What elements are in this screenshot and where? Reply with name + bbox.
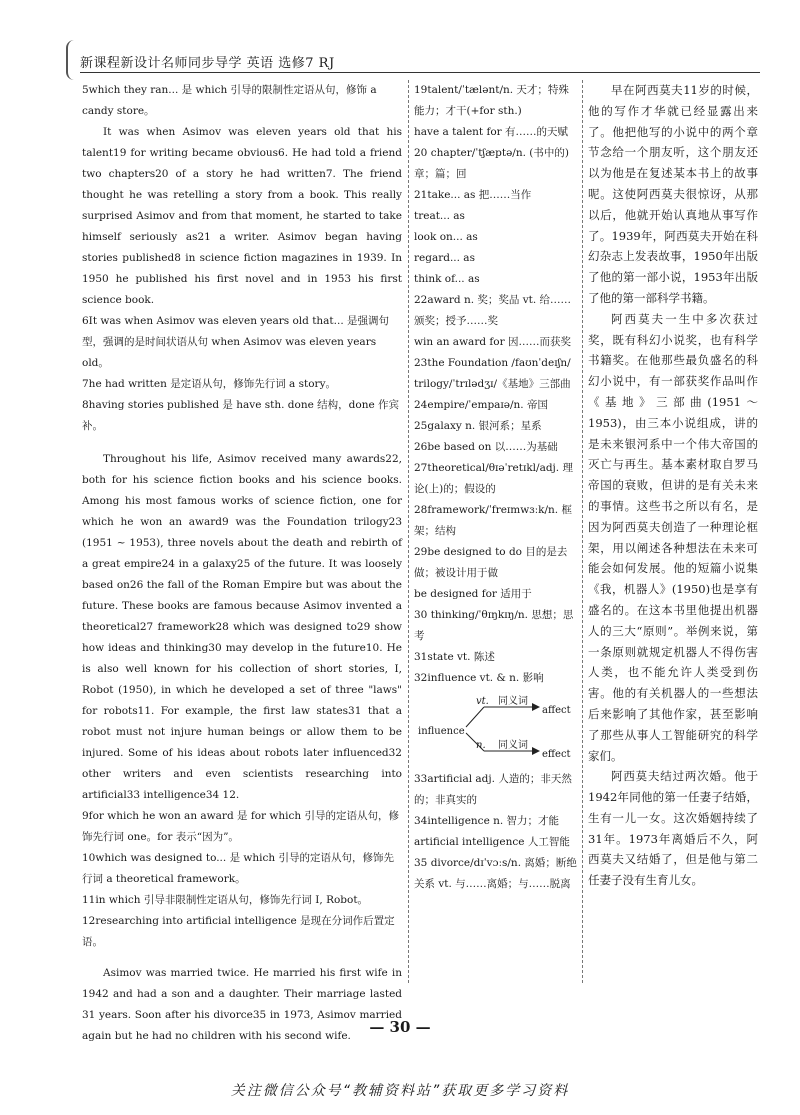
note-10: 10which was designed to... 是 which 引导的定语从句，修饰先行词 a theoretical framework。	[82, 852, 394, 885]
vocab-item: 20 chapter/ˈtʃæptə/n. (书中的)章；篇；回	[414, 147, 569, 180]
column-divider	[408, 80, 409, 983]
note-7: 7he had written 是定语从句，修饰先行词 a story。	[82, 378, 337, 390]
vocab-item: 32influence vt. & n. 影响	[414, 672, 544, 684]
note-6: 6It was when Asimov was eleven years old that... 是强调句型，强调的是时间状语从句 when Asimov was eleven years old。	[82, 315, 390, 369]
vocab-item: have a talent for 有……的天赋	[414, 126, 569, 138]
paragraph-marriage: Asimov was married twice. He married his first wife in 1942 and had a son and a daughter. Their marriage lasted 31 years. Soon after his divorce35 in 1973, Asimov married again but he had no children with his second wife.	[82, 967, 402, 1042]
vocab-item: think of... as	[414, 273, 480, 285]
footer-watermark: 关注微信公众号“教辅资料站”获取更多学习资料	[230, 1083, 570, 1099]
column-divider	[582, 80, 583, 983]
diagram-bottom-word: effect	[542, 749, 571, 760]
vocab-item: 33artificial adj. 人造的；非天然的；非真实的	[414, 773, 572, 806]
diagram-bottom-pos: n.	[476, 740, 486, 751]
page-header: 新课程新设计名师同步导学 英语 选修7 RJ	[80, 56, 335, 71]
diagram-center-word: influence	[418, 726, 465, 737]
main-text-column	[82, 80, 402, 1047]
page-number: — 30 —	[369, 1018, 431, 1036]
diagram-top-word: affect	[542, 705, 571, 716]
translation-column	[588, 80, 758, 891]
synonym-diagram	[414, 689, 578, 769]
header-bracket	[66, 40, 78, 80]
diagram-top-pos: vt.	[476, 696, 489, 707]
vocab-item: 21take... as 把……当作	[414, 189, 532, 201]
vocab-item: 26be based on 以……为基础	[414, 441, 558, 453]
vocab-item: 23the Foundation /faʊnˈdeɪʃn/ trilogy/ˈtrɪlədʒɪ/《基地》三部曲	[414, 357, 571, 390]
diagram-bottom-label: 同义词	[498, 740, 528, 751]
diagram-top-label: 同义词	[498, 696, 528, 707]
note-8: 8having stories published 是 have sth. done 结构，done 作宾补。	[82, 399, 400, 432]
note-12: 12researching into artificial intelligence 是现在分词作后置定语。	[82, 915, 395, 948]
vocab-item: 25galaxy n. 银河系；星系	[414, 420, 542, 432]
translation-paragraph: 阿西莫夫一生中多次获过奖，既有科幻小说奖，也有科学书籍奖。在他那些最负盛名的科幻小说中，有一部获奖作品叫作《基地》三部曲(1951～1953)，由三本小说组成，讲的是未来银河系中一个伟大帝国的灭亡与再生。基本素材取自罗马帝国的衰败，但讲的是有关未来的事情。这些书之所以有名，是因为阿西莫夫创造了一种理论框架，用以阐述各种想法在未来可能会如何发展。他的短篇小说集《我，机器人》(1950)也是享有盛名的。在这本书里他提出机器人的三大“原则”。举例来说，第一条原则就规定机器人不得伤害人类，也不能允许人类受到伤害。他的有关机器人的一些想法后来影响了其他作家，甚至影响了那些从事人工智能研究的科学家们。	[588, 311, 758, 763]
vocab-item: artificial intelligence 人工智能	[414, 836, 570, 848]
vocab-item: 34intelligence n. 智力；才能	[414, 815, 560, 827]
paragraph-talent: It was when Asimov was eleven years old that his talent19 for writing became obvious6. He had told a friend two chapters20 of a story he had written7. The friend thought he was retelling a story from a book. This really surprised Asimov and from that moment, he started to take himself seriously as21 a writer. Asimov began having stories published8 in science fiction magazines in 1939. In 1950 he published his first novel and in 1953 his first science book.	[82, 126, 402, 306]
note-11: 11in which 引导非限制性定语从句，修饰先行词 I, Robot。	[82, 894, 369, 906]
vocab-item: treat... as	[414, 210, 465, 222]
vocab-item: 28framework/ˈfreɪmwɜːk/n. 框架；结构	[414, 504, 572, 537]
vocab-item: regard... as	[414, 252, 475, 264]
vocab-item: 22award n. 奖；奖品 vt. 给……颁奖；授予……奖	[414, 294, 572, 327]
vocabulary-column	[414, 80, 578, 895]
note-9: 9for which he won an award 是 for which 引导的定语从句，修饰先行词 one。for 表示“因为”。	[82, 810, 399, 843]
paragraph-awards: Throughout his life, Asimov received many awards22, both for his science fiction books and his science books. Among his most famous works of science fiction, one for which he won an award9 was the Foundation trilogy23 (1951 ~ 1953), three novels about the death and rebirth of a great empire24 in a galaxy25 of the future. It was loosely based on26 the fall of the Roman Empire but was about the future. These books are famous because Asimov invented a theoretical27 framework28 which was designed to29 show how ideas and thinking30 may develop in the future10. He is also well known for his collection of short stories, I, Robot (1950), in which he developed a set of three "laws" for robots11. For example, the first law states31 that a robot must not injure human beings or allow them to be injured. Some of his ideas about robots later influenced32 other writers and even scientists researching into artificial33 intelligence34 12.	[82, 453, 402, 801]
vocab-item: 30 thinking/ˈθɪŋkɪŋ/n. 思想；思考	[414, 609, 574, 642]
vocab-item: 35 divorce/dɪˈvɔːs/n. 离婚；断绝关系 vt. 与……离婚；与……脱离	[414, 857, 577, 890]
vocab-item: win an award for 因……而获奖	[414, 336, 571, 348]
translation-paragraph: 阿西莫夫结过两次婚。他于1942年同他的第一任妻子结婚，生有一儿一女。这次婚姻持续了31年。1973年离婚后不久，阿西莫夫又结婚了，但是他与第二任妻子没有生育儿女。	[588, 769, 758, 888]
header-rule	[80, 72, 760, 73]
vocab-item: look on... as	[414, 231, 478, 243]
translation-paragraph: 早在阿西莫夫11岁的时候，他的写作才华就已经显露出来了。他把他写的小说中的两个章节念给一个朋友听，这个朋友还以为他是在复述某本书上的故事呢。这使阿西莫夫很惊讶，从那以后，他就开始认真地从事写作了。1939年，阿西莫夫开始在科幻杂志上发表故事，1950年出版了他的第一部小说，1953年出版了他的第一部科学书籍。	[588, 83, 758, 305]
vocab-item: 29be designed to do 目的是去做；被设计用于做	[414, 546, 568, 579]
vocab-item: 31state vt. 陈述	[414, 651, 495, 663]
vocab-item: 27theoretical/θɪəˈretɪkl/adj. 理论(上)的；假设的	[414, 462, 573, 495]
note-5: 5which they ran... 是 which 引导的限制性定语从句，修饰 a candy store。	[82, 84, 377, 117]
vocab-item: be designed for 适用于	[414, 588, 532, 600]
vocab-item: 19talent/ˈtælənt/n. 天才；特殊能力；才干(+for sth.)	[414, 84, 569, 117]
vocab-item: 24empire/ˈempaɪə/n. 帝国	[414, 399, 548, 411]
